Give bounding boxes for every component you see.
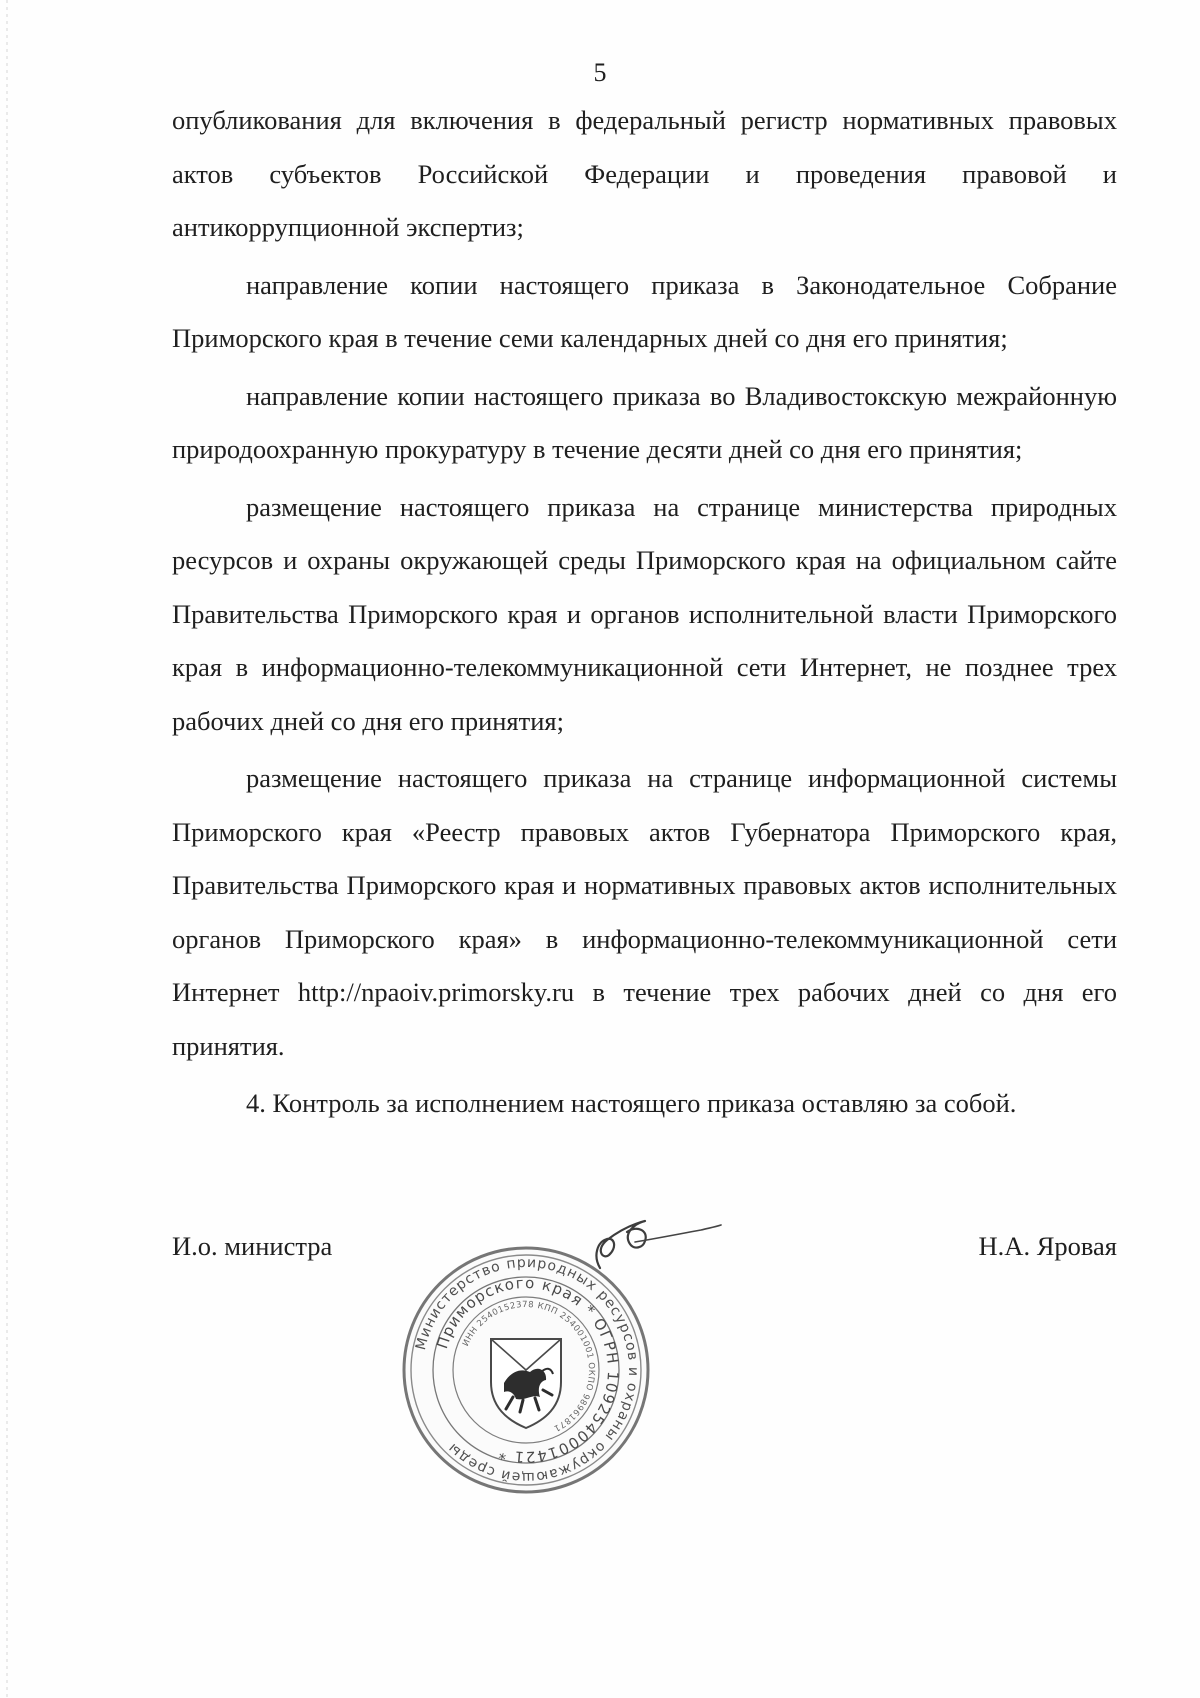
paragraph-continuation: опубликования для включения в федеральный регистр нормативных правовых актов субъектов Российской Федерации и проведения правовой и антикоррупционной экспертиз; bbox=[172, 105, 1117, 242]
stamp-ring-text: Приморского края * ОГРН 1092540001421 * bbox=[433, 1273, 623, 1467]
stamp-inner-text: ИНН 2540152378 КПП 254001001 ОКПО 98961871 bbox=[460, 1299, 597, 1434]
stamp-outer-text: Министерство природных ресурсов и охраны окружающей среды bbox=[412, 1254, 642, 1486]
official-seal bbox=[400, 1244, 652, 1496]
page-number: 5 bbox=[593, 58, 607, 87]
signer-name: Н.А. Яровая bbox=[978, 1231, 1117, 1261]
signer-title: И.о. министра bbox=[172, 1231, 333, 1261]
paragraph-legal-registry: размещение настоящего приказа на странице информационной системы Приморского края «Реестр правовых актов Губернатора Приморского края, Правительства Приморского края и нормативных правовых актов исполнительных органов Приморского края» в информационно-телекоммуникационной сети Интернет http://npaoiv.primorsky.ru в течение трех рабочих дней со дня его принятия. bbox=[172, 763, 1117, 1061]
document-body bbox=[172, 94, 1117, 1135]
paragraph-ministry-website: размещение настоящего приказа на странице министерства природных ресурсов и охраны окружающей среды Приморского края на официальном сайте Правительства Приморского края и органов исполнительной власти Приморского края в информационно-телекоммуникационной сети Интернет, не позднее трех рабочих дней со дня его принятия; bbox=[172, 491, 1117, 736]
paragraph-control: 4. Контроль за исполнением настоящего приказа оставляю за собой. bbox=[246, 1088, 1017, 1118]
scan-edge-artifact bbox=[6, 0, 8, 1698]
paragraph-prosecutor: направление копии настоящего приказа во Владивостокскую межрайонную природоохранную прокуратуру в течение десяти дней со дня его принятия; bbox=[172, 380, 1117, 464]
paragraph-legislative-assembly: направление копии настоящего приказа в Законодательное Собрание Приморского края в течение семи календарных дней со дня его принятия; bbox=[172, 269, 1117, 353]
